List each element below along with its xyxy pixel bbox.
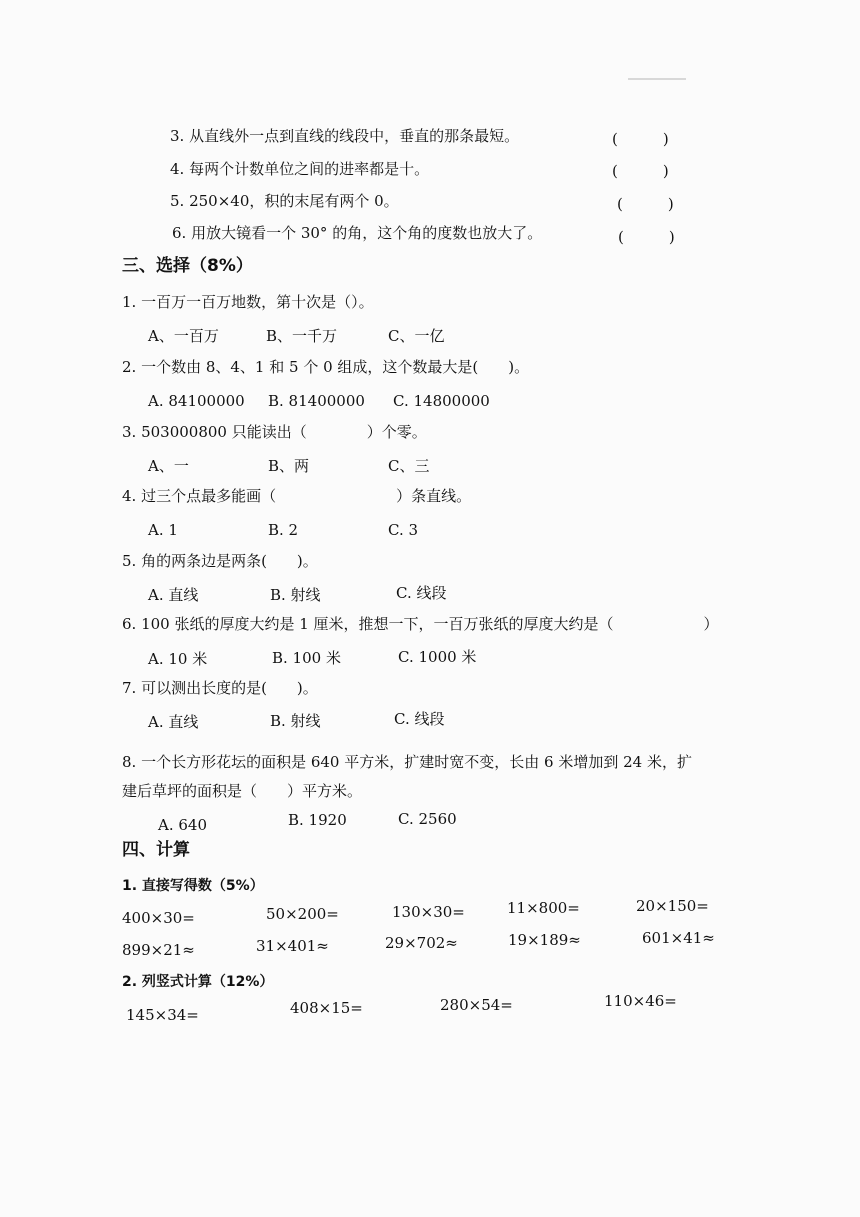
mc-option[interactable]: B. 射线 — [270, 586, 321, 604]
calc-item: 280×54= — [440, 996, 513, 1014]
mc-option[interactable]: B. 射线 — [270, 712, 321, 730]
judge-answer-5[interactable]: ( ) — [617, 195, 674, 213]
calc-item: 20×150= — [636, 897, 709, 915]
mc-question-3: 3. 503000800 只能读出（ ）个零。 — [122, 423, 427, 441]
section-3-title: 三、选择（8%） — [122, 256, 253, 276]
mc-question-8-line1: 8. 一个长方形花坛的面积是 640 平方米，扩建时宽不变，长由 6 米增加到 24 米，扩 — [122, 753, 692, 771]
calc-item: 400×30= — [122, 909, 195, 927]
calc-item: 19×189≈ — [508, 931, 581, 949]
mc-option[interactable]: B、两 — [268, 457, 310, 475]
calc-part-2-title: 2. 列竖式计算（12%） — [122, 974, 274, 990]
calc-item: 29×702≈ — [385, 934, 458, 952]
calc-item: 110×46= — [604, 992, 677, 1010]
calc-item: 11×800= — [507, 899, 580, 917]
mc-option[interactable]: A. 直线 — [148, 713, 199, 731]
mc-question-8-line2: 建后草坪的面积是（ ）平方米。 — [122, 782, 363, 800]
calc-item: 899×21≈ — [122, 941, 195, 959]
mc-question-4: 4. 过三个点最多能画（ ）条直线。 — [122, 487, 472, 505]
calc-part-1-title: 1. 直接写得数（5%） — [122, 878, 264, 894]
mc-option[interactable]: A. 10 米 — [148, 650, 208, 668]
mc-option[interactable]: A. 1 — [148, 521, 178, 539]
mc-option[interactable]: A. 直线 — [148, 586, 199, 604]
mc-option[interactable]: C. 14800000 — [393, 392, 490, 410]
calc-item: 50×200= — [266, 905, 339, 923]
mc-option[interactable]: A. 84100000 — [148, 392, 245, 410]
mc-question-5: 5. 角的两条边是两条( )。 — [122, 552, 318, 570]
mc-question-1: 1. 一百万一百万地数，第十次是（）。 — [122, 293, 374, 311]
mc-option[interactable]: B. 1920 — [288, 811, 347, 829]
calc-item: 408×15= — [290, 999, 363, 1017]
mc-option[interactable]: A、一 — [148, 457, 189, 475]
mc-option[interactable]: C. 线段 — [396, 584, 447, 602]
calc-item: 31×401≈ — [256, 937, 329, 955]
calc-item: 145×34= — [126, 1006, 199, 1024]
mc-option[interactable]: C. 线段 — [394, 710, 445, 728]
judge-item-5: 5. 250×40，积的末尾有两个 0。 — [170, 192, 399, 210]
mc-option[interactable]: B、一千万 — [266, 327, 338, 345]
judge-answer-4[interactable]: ( ) — [612, 162, 669, 180]
mc-option[interactable]: C、三 — [388, 457, 430, 475]
mc-question-6: 6. 100 张纸的厚度大约是 1 厘米，推想一下，一百万张纸的厚度大约是（ ） — [122, 615, 719, 633]
mc-option[interactable]: C. 1000 米 — [398, 648, 477, 666]
mc-option[interactable]: B. 2 — [268, 521, 299, 539]
judge-item-3: 3. 从直线外一点到直线的线段中，垂直的那条最短。 — [170, 127, 520, 145]
mc-option[interactable]: C、一亿 — [388, 327, 445, 345]
judge-item-6: 6. 用放大镜看一个 30° 的角，这个角的度数也放大了。 — [172, 224, 543, 242]
mc-option[interactable]: A、一百万 — [148, 327, 219, 345]
mc-option[interactable]: B. 100 米 — [272, 649, 341, 667]
judge-item-4: 4. 每两个计数单位之间的进率都是十。 — [170, 160, 430, 178]
mc-question-7: 7. 可以测出长度的是( )。 — [122, 679, 318, 697]
mc-option[interactable]: C. 3 — [388, 521, 419, 539]
judge-answer-3[interactable]: ( ) — [612, 130, 669, 148]
section-4-title: 四、计算 — [122, 840, 190, 860]
calc-item: 601×41≈ — [642, 929, 715, 947]
mc-option[interactable]: A. 640 — [158, 816, 207, 834]
judge-answer-6[interactable]: ( ) — [618, 228, 675, 246]
mc-option[interactable]: B. 81400000 — [268, 392, 365, 410]
mc-option[interactable]: C. 2560 — [398, 810, 457, 828]
scan-smudge — [628, 78, 686, 80]
calc-item: 130×30= — [392, 903, 465, 921]
mc-question-2: 2. 一个数由 8、4、1 和 5 个 0 组成，这个数最大是( )。 — [122, 358, 530, 376]
